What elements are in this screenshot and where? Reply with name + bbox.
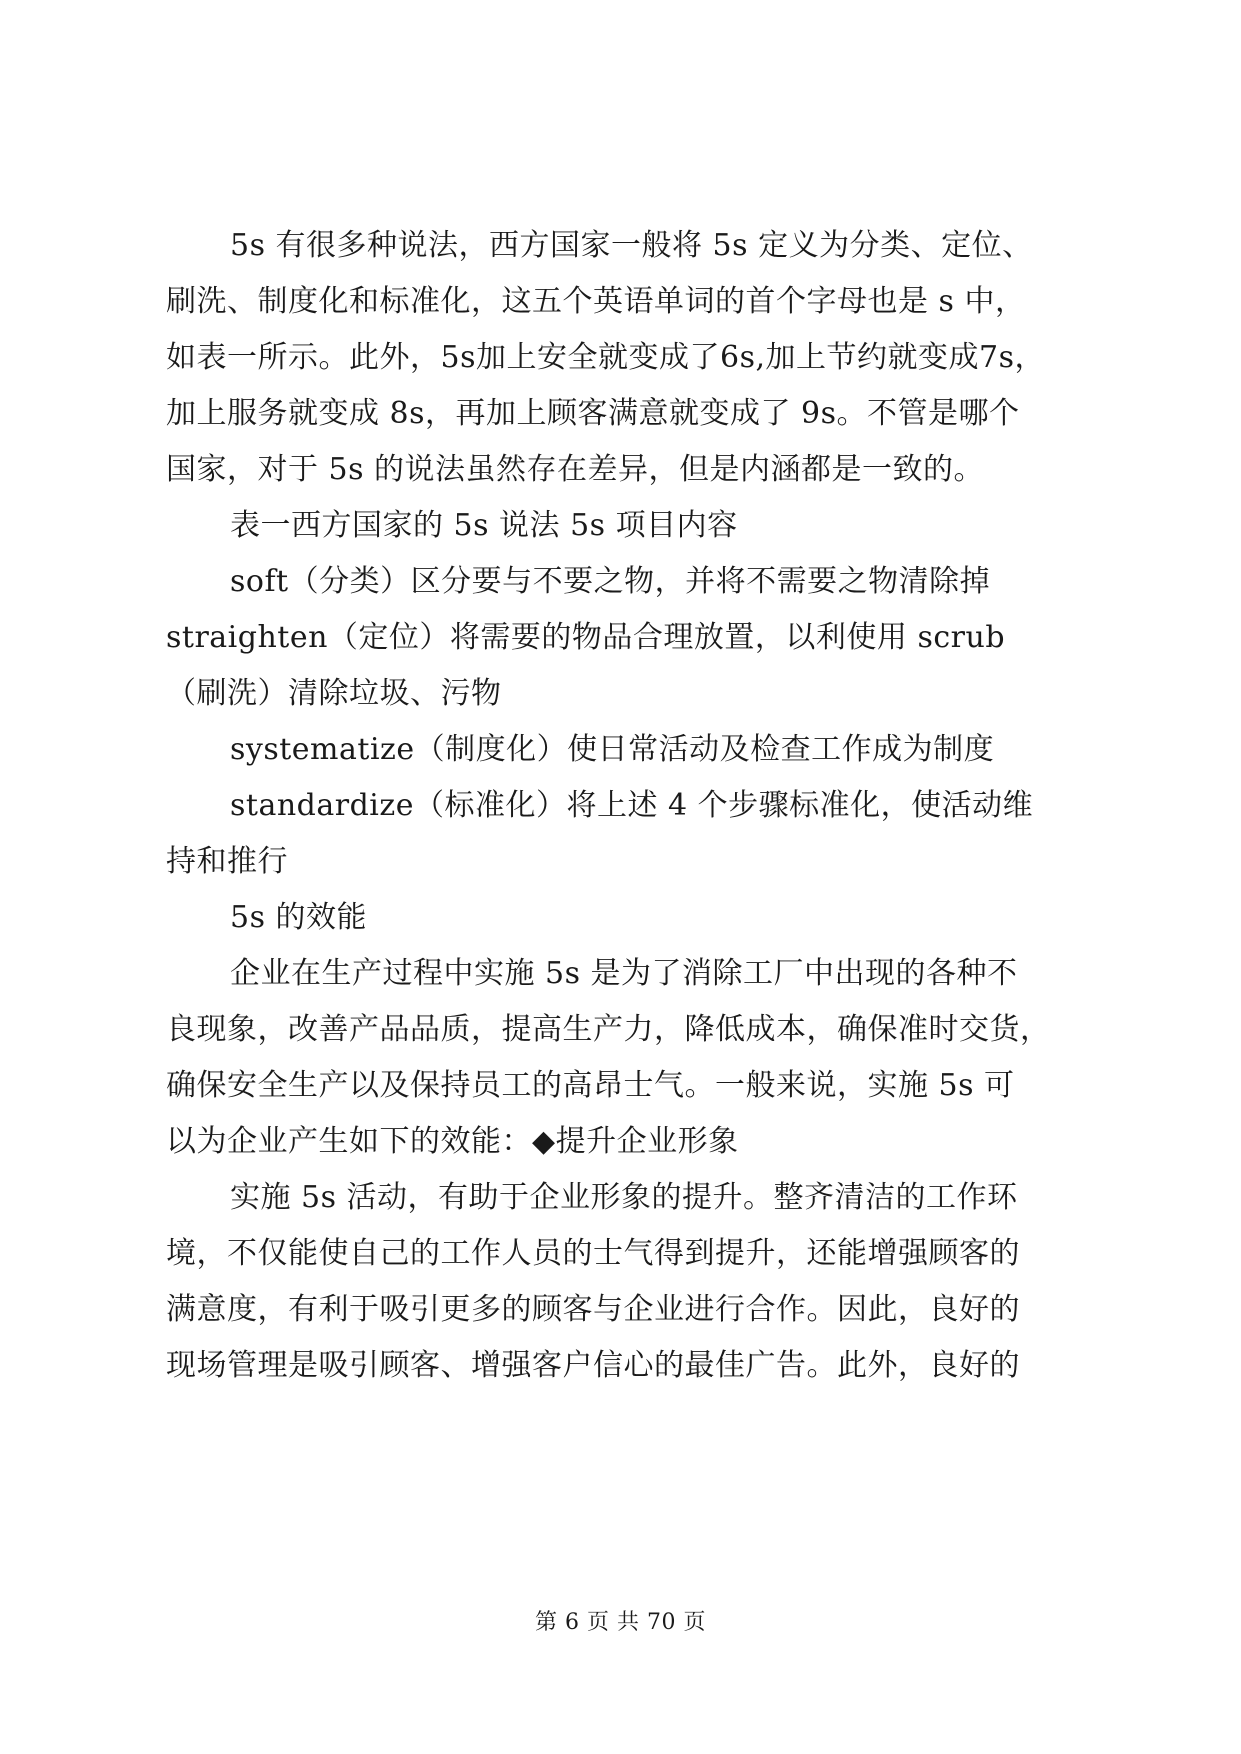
text-line: 加上服务就变成 8s，再加上顾客满意就变成了 9s。不管是哪个 bbox=[166, 396, 1020, 431]
text-line: 5s 有很多种说法，西方国家一般将 5s 定义为分类、定位、 bbox=[230, 228, 1033, 263]
text-line: 持和推行 bbox=[166, 844, 288, 879]
text-line: 如表一所示。此外，5s加上安全就变成了6s,加上节约就变成7s， bbox=[166, 340, 1045, 375]
text-line: 企业在生产过程中实施 5s 是为了消除工厂中出现的各种不 bbox=[230, 956, 1018, 991]
text-line: standardize（标准化）将上述 4 个步骤标准化，使活动维 bbox=[230, 788, 1034, 823]
text-line: 满意度，有利于吸引更多的顾客与企业进行合作。因此，良好的 bbox=[166, 1292, 1020, 1327]
text-line: 现场管理是吸引顾客、增强客户信心的最佳广告。此外，良好的 bbox=[166, 1348, 1020, 1383]
text-line: 国家，对于 5s 的说法虽然存在差异，但是内涵都是一致的。 bbox=[166, 452, 985, 487]
text-line: 良现象，改善产品品质，提高生产力，降低成本，确保准时交货， bbox=[166, 1012, 1051, 1047]
text-line: 确保安全生产以及保持员工的高昂士气。一般来说，实施 5s 可 bbox=[166, 1068, 1015, 1103]
text-line: （刷洗）清除垃圾、污物 bbox=[166, 676, 502, 711]
text-line: soft（分类）区分要与不要之物，并将不需要之物清除掉 bbox=[230, 564, 991, 599]
text-line: straighten（定位）将需要的物品合理放置，以利使用 scrub bbox=[166, 620, 1006, 655]
text-line: 刷洗、制度化和标准化，这五个英语单词的首个字母也是 s 中， bbox=[166, 284, 1026, 319]
text-line: 以为企业产生如下的效能：◆提升企业形象 bbox=[166, 1124, 739, 1159]
page-number-footer: 第 6 页 共 70 页 bbox=[535, 1610, 706, 1635]
table-caption: 表一西方国家的 5s 说法 5s 项目内容 bbox=[230, 508, 738, 543]
section-heading: 5s 的效能 bbox=[230, 900, 368, 935]
text-line: 实施 5s 活动，有助于企业形象的提升。整齐清洁的工作环 bbox=[230, 1180, 1018, 1215]
text-line: 境，不仅能使自己的工作人员的士气得到提升，还能增强顾客的 bbox=[166, 1236, 1020, 1271]
text-line: systematize（制度化）使日常活动及检查工作成为制度 bbox=[230, 732, 995, 767]
